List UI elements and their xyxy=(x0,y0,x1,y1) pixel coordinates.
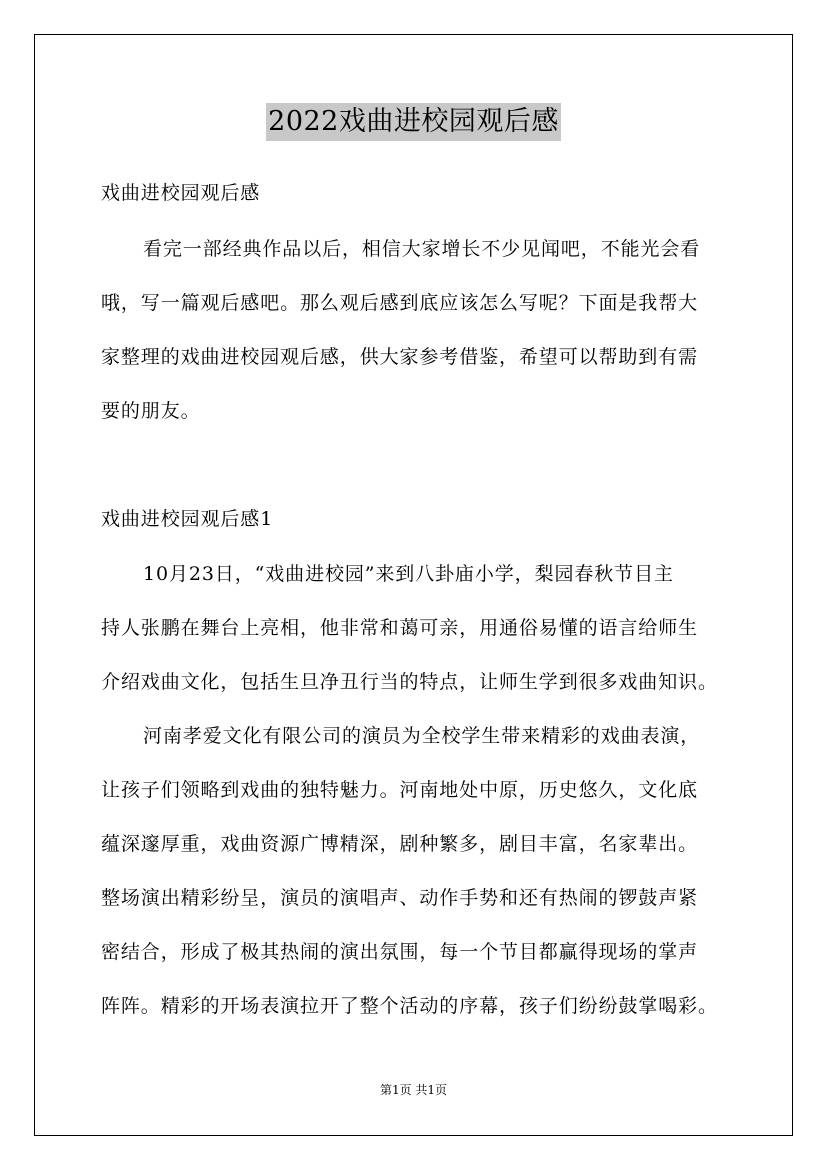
paragraph-line: 介绍戏曲文化，包括生旦净丑行当的特点，让师生学到很多戏曲知识。 xyxy=(101,671,718,693)
document-title: 2022戏曲进校园观后感 xyxy=(266,103,561,141)
paragraph-line: 密结合，形成了极其热闹的演出氛围，每一个节目都赢得现场的掌声 xyxy=(101,941,699,963)
title-container xyxy=(0,103,827,141)
paragraph-line: 让孩子们领略到戏曲的独特魅力。河南地处中原，历史悠久，文化底 xyxy=(101,779,699,801)
paragraph-line: 阵阵。精彩的开场表演拉开了整个活动的序幕，孩子们纷纷鼓掌喝彩。 xyxy=(101,995,718,1017)
paragraph-line: 看完一部经典作品以后，相信大家增长不少见闻吧，不能光会看 xyxy=(143,238,701,260)
paragraph-line: 整场演出精彩纷呈，演员的演唱声、动作手势和还有热闹的锣鼓声紧 xyxy=(101,887,699,909)
paragraph-line: 家整理的戏曲进校园观后感，供大家参考借鉴，希望可以帮助到有需 xyxy=(101,346,699,368)
paragraph-line: 要的朋友。 xyxy=(101,400,201,422)
paragraph-line: 持人张鹏在舞台上亮相，他非常和蔼可亲，用通俗易懂的语言给师生 xyxy=(101,617,699,639)
paragraph-line: 10月23日，“戏曲进校园”来到八卦庙小学，梨园春秋节目主 xyxy=(143,563,674,585)
section-heading: 戏曲进校园观后感1 xyxy=(101,508,274,530)
document-subtitle: 戏曲进校园观后感 xyxy=(101,182,261,204)
page-footer: 第1页 共1页 xyxy=(379,1083,448,1097)
paragraph-line: 蕴深邃厚重，戏曲资源广博精深，剧种繁多，剧目丰富，名家辈出。 xyxy=(101,833,699,855)
paragraph-line: 哦，写一篇观后感吧。那么观后感到底应该怎么写呢？下面是我帮大 xyxy=(101,292,699,314)
paragraph-line: 河南孝爱文化有限公司的演员为全校学生带来精彩的戏曲表演， xyxy=(143,725,701,747)
